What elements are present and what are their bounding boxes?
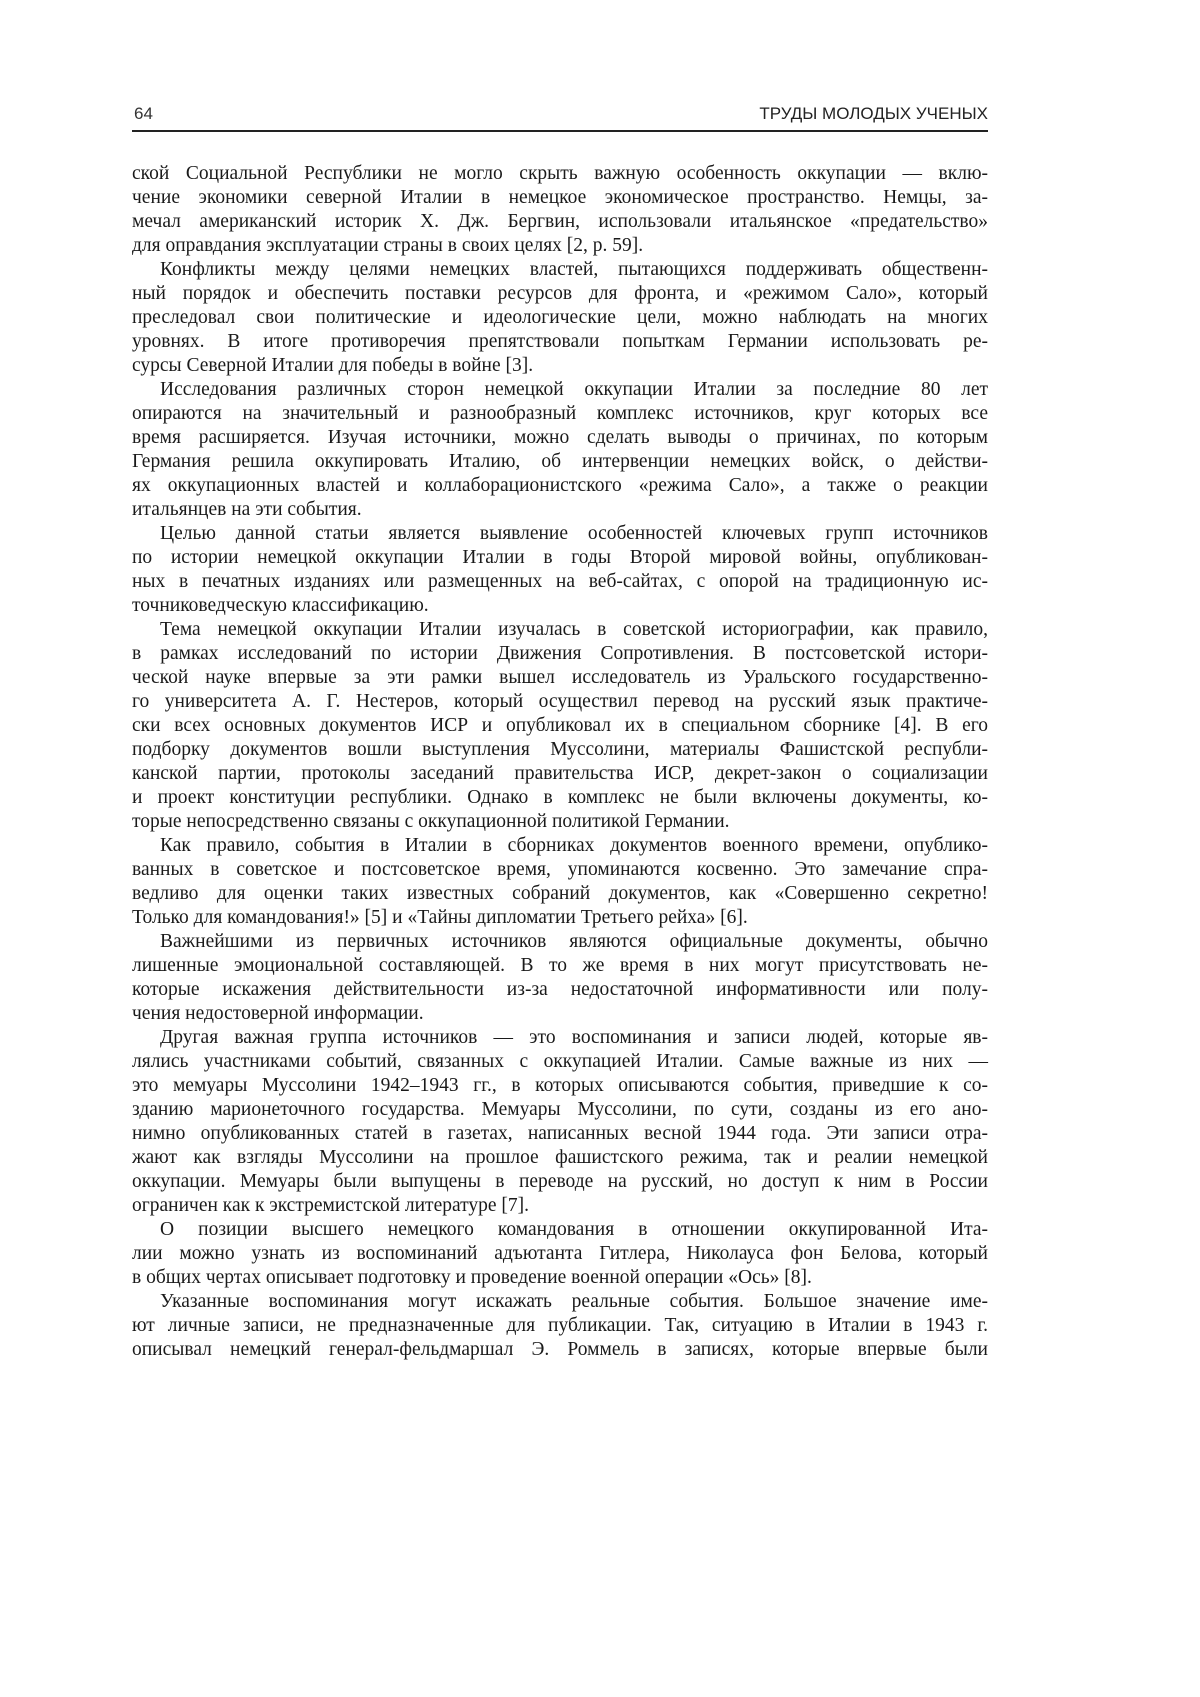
text-line: в рамках исследований по истории Движения Сопротивления. В постсоветской истори- xyxy=(132,642,988,666)
paragraph xyxy=(132,834,988,930)
paragraph xyxy=(132,1026,988,1218)
text-line: лии можно узнать из воспоминаний адъютанта Гитлера, Николауса фон Белова, который xyxy=(132,1242,988,1266)
running-title: ТРУДЫ МОЛОДЫХ УЧЕНЫХ xyxy=(759,104,988,124)
paragraph xyxy=(132,522,988,618)
text-line: ванных в советское и постсоветское время, упоминаются косвенно. Это замечание спра- xyxy=(132,858,988,882)
text-line: сурсы Северной Италии для победы в войне [3]. xyxy=(132,354,988,378)
text-line: подборку документов вошли выступления Муссолини, материалы Фашистской республи- xyxy=(132,738,988,762)
text-line: оккупации. Мемуары были выпущены в переводе на русский, но доступ к ним в России xyxy=(132,1170,988,1194)
text-line: нимно опубликованных статей в газетах, написанных весной 1944 года. Эти записи отра- xyxy=(132,1122,988,1146)
text-line: ской Социальной Республики не могло скрыть важную особенность оккупации — вклю- xyxy=(132,162,988,186)
text-line: ведливо для оценки таких известных собраний документов, как «Совершенно секретно! xyxy=(132,882,988,906)
text-line: точниковедческую классификацию. xyxy=(132,594,988,618)
text-line: ных в печатных изданиях или размещенных на веб-сайтах, с опорой на традиционную ис- xyxy=(132,570,988,594)
paragraph xyxy=(132,1290,988,1362)
text-line: для оправдания эксплуатации страны в своих целях [2, p. 59]. xyxy=(132,234,988,258)
text-line: лялись участниками событий, связанных с оккупацией Италии. Самые важные из них — xyxy=(132,1050,988,1074)
text-line: Германия решила оккупировать Италию, об интервенции немецких войск, о действи- xyxy=(132,450,988,474)
text-line: ях оккупационных властей и коллаборационистского «режима Сало», а также о реакции xyxy=(132,474,988,498)
paragraph xyxy=(132,618,988,834)
text-line: О позиции высшего немецкого командования в отношении оккупированной Ита- xyxy=(132,1218,988,1242)
text-line: Как правило, события в Италии в сборниках документов военного времени, опублико- xyxy=(132,834,988,858)
text-line: итальянцев на эти события. xyxy=(132,498,988,522)
text-line: Целью данной статьи является выявление особенностей ключевых групп источников xyxy=(132,522,988,546)
text-line: Указанные воспоминания могут искажать реальные события. Большое значение име- xyxy=(132,1290,988,1314)
text-line: уровнях. В итоге противоречия препятствовали попыткам Германии использовать ре- xyxy=(132,330,988,354)
text-line: это мемуары Муссолини 1942–1943 гг., в которых описываются события, приведшие к со- xyxy=(132,1074,988,1098)
text-line: чение экономики северной Италии в немецкое экономическое пространство. Немцы, за- xyxy=(132,186,988,210)
page-number: 64 xyxy=(134,104,153,124)
text-line: Тема немецкой оккупации Италии изучалась в советской историографии, как правило, xyxy=(132,618,988,642)
text-line: ски всех основных документов ИСР и опубликовал их в специальном сборнике [4]. В его xyxy=(132,714,988,738)
text-line: ный порядок и обеспечить поставки ресурсов для фронта, и «режимом Сало», который xyxy=(132,282,988,306)
text-line: Конфликты между целями немецких властей, пытающихся поддерживать общественн- xyxy=(132,258,988,282)
paragraph xyxy=(132,258,988,378)
text-line: ограничен как к экстремистской литературе [7]. xyxy=(132,1194,988,1218)
running-header xyxy=(132,100,988,132)
text-line: Другая важная группа источников — это воспоминания и записи людей, которые яв- xyxy=(132,1026,988,1050)
text-line: Только для командования!» [5] и «Тайны дипломатии Третьего рейха» [6]. xyxy=(132,906,988,930)
text-line: зданию марионеточного государства. Мемуары Муссолини, по сути, созданы из его ано- xyxy=(132,1098,988,1122)
text-line: Важнейшими из первичных источников являются официальные документы, обычно xyxy=(132,930,988,954)
text-line: в общих чертах описывает подготовку и проведение военной операции «Ось» [8]. xyxy=(132,1266,988,1290)
text-line: чения недостоверной информации. xyxy=(132,1002,988,1026)
text-line: время расширяется. Изучая источники, можно сделать выводы о причинах, по которым xyxy=(132,426,988,450)
text-line: преследовал свои политические и идеологические цели, можно наблюдать на многих xyxy=(132,306,988,330)
text-line: жают как взгляды Муссолини на прошлое фашистского режима, так и реалии немецкой xyxy=(132,1146,988,1170)
article-body xyxy=(132,162,988,1362)
paragraph xyxy=(132,1218,988,1290)
text-line: лишенные эмоциональной составляющей. В то же время в них могут присутствовать не- xyxy=(132,954,988,978)
text-line: канской партии, протоколы заседаний правительства ИСР, декрет-закон о социализации xyxy=(132,762,988,786)
text-line: опираются на значительный и разнообразный комплекс источников, круг которых все xyxy=(132,402,988,426)
paragraph xyxy=(132,162,988,258)
text-line: мечал американский историк Х. Дж. Бергвин, использовали итальянское «предательство» xyxy=(132,210,988,234)
text-line: торые непосредственно связаны с оккупационной политикой Германии. xyxy=(132,810,988,834)
text-line: и проект конституции республики. Однако в комплекс не были включены документы, ко- xyxy=(132,786,988,810)
text-line: ческой науке впервые за эти рамки вышел исследователь из Уральского государственно- xyxy=(132,666,988,690)
text-line: го университета А. Г. Нестеров, который осуществил перевод на русский язык практиче- xyxy=(132,690,988,714)
paragraph xyxy=(132,930,988,1026)
text-line: Исследования различных сторон немецкой оккупации Италии за последние 80 лет xyxy=(132,378,988,402)
text-line: которые искажения действительности из-за недостаточной информативности или полу- xyxy=(132,978,988,1002)
paragraph xyxy=(132,378,988,522)
text-line: ют личные записи, не предназначенные для публикации. Так, ситуацию в Италии в 1943 г. xyxy=(132,1314,988,1338)
text-line: описывал немецкий генерал-фельдмаршал Э. Роммель в записях, которые впервые были xyxy=(132,1338,988,1362)
text-line: по истории немецкой оккупации Италии в годы Второй мировой войны, опубликован- xyxy=(132,546,988,570)
